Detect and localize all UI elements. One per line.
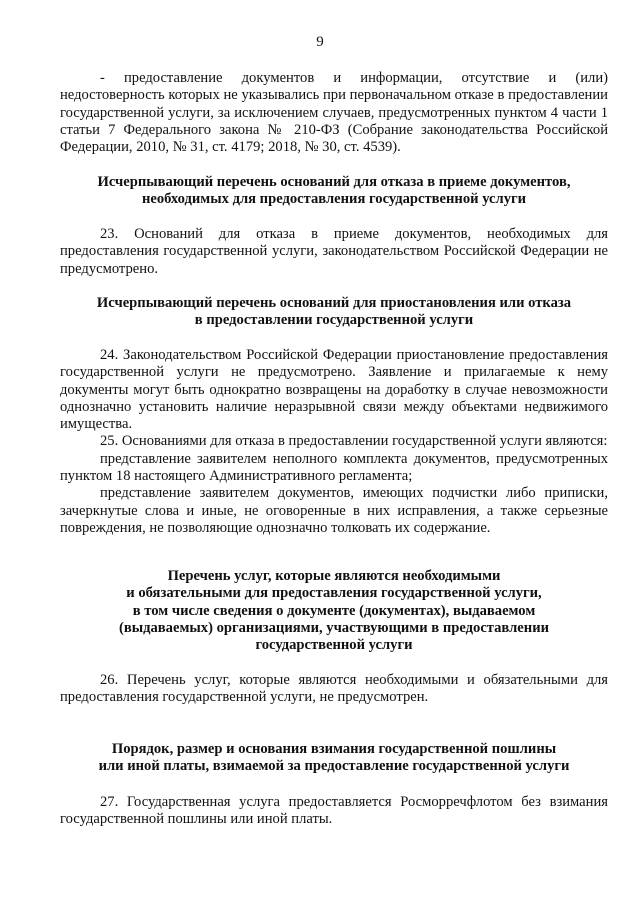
heading-required-services <box>60 568 608 654</box>
heading-line: необходимых для предоставления государственной услуги <box>141 191 527 208</box>
heading-line: Исчерпывающий перечень оснований для приостановления или отказа <box>96 295 572 311</box>
heading-line: или иной платы, взимаемой за предоставление государственной услуги <box>98 758 570 775</box>
paragraph-23-text: 23. Оснований для отказа в приеме документов, необходимых для предоставления государственной услуги, законодательством Российской Федерации не предусмотрено. <box>60 226 608 277</box>
paragraph-24-25 <box>60 347 608 537</box>
heading-line: и обязательными для предоставления государственной услуги, <box>126 585 542 602</box>
heading-line: государственной услуги <box>255 637 413 654</box>
heading-line: Перечень услуг, которые являются необходимыми <box>167 568 501 584</box>
paragraph-23 <box>60 226 608 278</box>
paragraph-intro-text: - предоставление документов и информации, отсутствие и (или) недостоверность которых не указывались при первоначальном отказе в предоставлении государственной услуги, за исключением случаев, предусмотренных пунктом 4 части 1 статьи 7 Федерального закона № 210-ФЗ (Собрание законодательства Российской Федерации, 2010, № 31, ст. 4179; 2018, № 30, ст. 4539). <box>60 70 608 156</box>
paragraph-27 <box>60 794 608 829</box>
paragraph-26 <box>60 672 608 707</box>
heading-line: в том числе сведения о документе (документах), выдаваемом <box>132 602 536 619</box>
paragraph-24-text: 24. Законодательством Российской Федерации приостановление предоставления государственной услуги не предусмотрено. Заявление и прилагаемые к нему документы могут быть однократно возвращены на доработку в случае невозможности однозначно установить наличие неразрывной связи между объектами недвижимого имущества. <box>60 347 608 433</box>
heading-line: (выдаваемых) организациями, участвующими в предоставлении <box>118 619 550 636</box>
paragraph-25-text: 25. Основаниями для отказа в предоставлении государственной услуги являются: <box>100 433 608 450</box>
heading-line: Исчерпывающий перечень оснований для отказа в приеме документов, <box>97 174 571 190</box>
paragraph-26-text: 26. Перечень услуг, которые являются необходимыми и обязательными для предоставления государственной услуги, не предусмотрен. <box>60 672 608 706</box>
heading-suspension-refusal <box>60 295 608 330</box>
paragraph-25b-text: представление заявителем документов, имеющих подчистки либо приписки, зачеркнутые слова и иные, не оговоренные в них исправления, а также серьезные повреждения, не позволяющие однозначно толковать их содержание. <box>60 485 608 536</box>
paragraph-27-text: 27. Государственная услуга предоставляется Росморречфлотом без взимания государственной пошлины или иной платы. <box>60 794 608 828</box>
heading-state-fee <box>60 741 608 776</box>
heading-line: в предоставлении государственной услуги <box>194 312 474 329</box>
heading-refusal-acceptance <box>60 174 608 209</box>
paragraph-25a-text: представление заявителем неполного комплекта документов, предусмотренных пунктом 18 настоящего Административного регламента; <box>60 450 608 485</box>
page-number: 9 <box>316 34 324 50</box>
heading-line: Порядок, размер и основания взимания государственной пошлины <box>111 741 557 757</box>
paragraph-intro <box>60 70 608 156</box>
